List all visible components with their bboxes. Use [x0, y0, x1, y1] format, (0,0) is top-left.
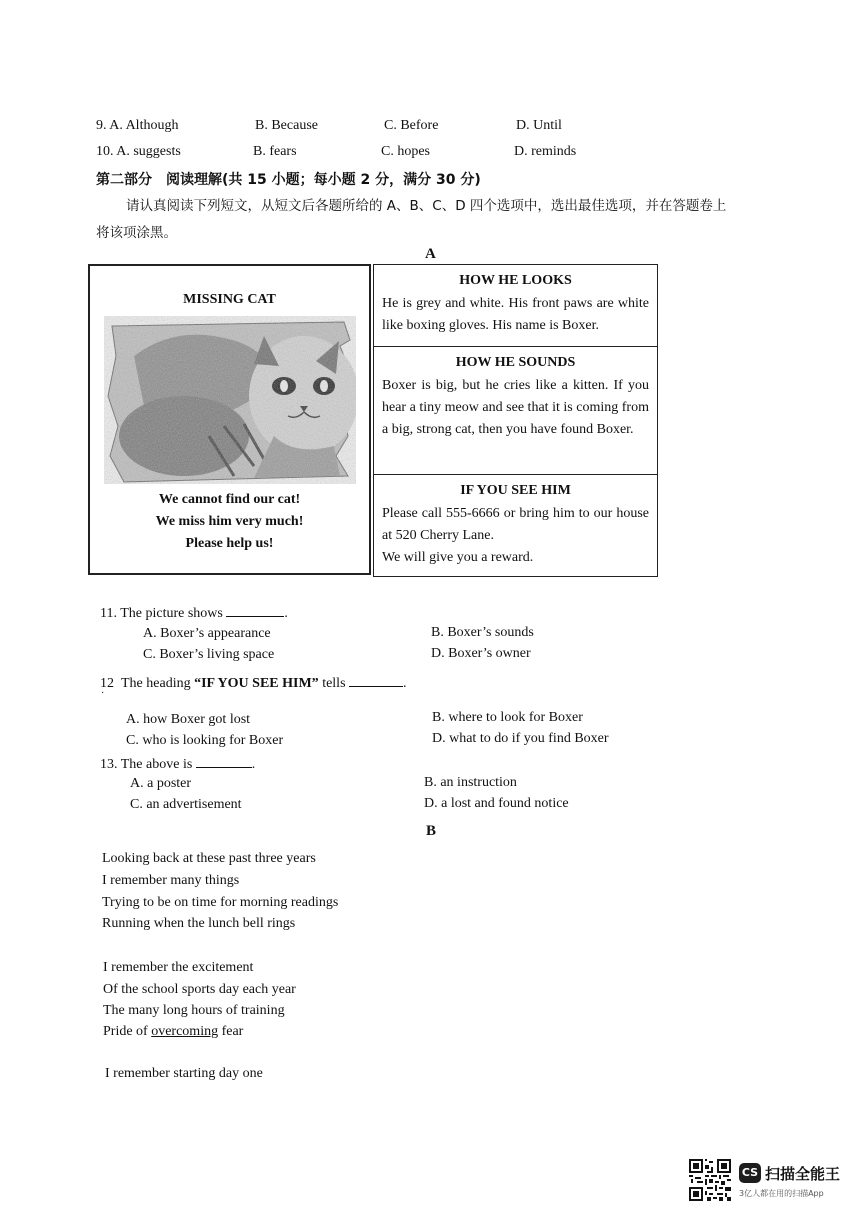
- part2-instruction-line1: 请认真阅读下列短文，从短文后各题所给的 A、B、C、D 四个选项中，选出最佳选项，并在答题卷上: [126, 198, 727, 214]
- how-he-sounds-title: HOW HE SOUNDS: [455, 355, 576, 370]
- q9-option-c: C. Before: [384, 118, 439, 133]
- q11-option-a: A. Boxer’s appearance: [143, 626, 271, 641]
- how-he-sounds-section: [374, 347, 657, 475]
- poem-line: Running when the lunch bell rings: [102, 916, 296, 931]
- missing-cat-poster: [88, 264, 658, 577]
- q12-stray-dot: ·: [101, 688, 105, 699]
- q11-option-c: C. Boxer’s living space: [143, 647, 275, 662]
- poem-line-pre: Pride of: [103, 1024, 152, 1039]
- missing-cat-title: MISSING CAT: [183, 292, 276, 307]
- q11-stem: [100, 604, 288, 622]
- q12-post: tells: [318, 676, 346, 691]
- q12-stem-end: .: [403, 676, 407, 691]
- q9-number: 9.: [96, 118, 107, 133]
- q13-stem-end: .: [251, 757, 256, 772]
- q10-option-b: B. fears: [253, 144, 297, 159]
- how-he-looks-title: HOW HE LOOKS: [459, 273, 572, 288]
- q12-stem: [100, 674, 407, 692]
- poem-line-post: fear: [218, 1024, 244, 1039]
- poem-line: Of the school sports day each year: [103, 982, 296, 997]
- camscanner-brand-name: 扫描全能王: [765, 1165, 841, 1183]
- underlined-word-overcoming: overcoming: [151, 1024, 219, 1039]
- poem-line: I remember starting day one: [105, 1066, 263, 1081]
- q9-option-d: D. Until: [516, 118, 562, 133]
- q12-quoted-heading: “IF YOU SEE HIM”: [194, 676, 319, 691]
- q13-stem: [100, 755, 255, 773]
- passage-a-label: A: [425, 246, 436, 262]
- part2-heading: 第二部分 阅读理解(共 15 小题；每小题 2 分，满分 30 分): [96, 172, 481, 188]
- how-he-looks-section: [374, 265, 657, 347]
- plea-line-3: Please help us!: [185, 536, 274, 551]
- poem-line: Looking back at these past three years: [102, 851, 316, 866]
- q12-option-d: D. what to do if you find Boxer: [432, 731, 609, 746]
- q9-number-a: [96, 118, 178, 134]
- poster-left-panel: [88, 264, 371, 575]
- q13-option-d: D. a lost and found notice: [424, 796, 569, 811]
- q10-option-d: D. reminds: [514, 144, 577, 159]
- part2-instruction-line2: 将该项涂黑。: [96, 225, 177, 241]
- q11-answer-blank: [226, 604, 284, 617]
- if-you-see-him-section: [374, 475, 657, 576]
- q10-number-a: [96, 144, 181, 160]
- camscanner-tagline: 3亿人都在用的扫描App: [739, 1189, 824, 1198]
- q13-option-c: C. an advertisement: [130, 797, 242, 812]
- plea-line-1: We cannot find our cat!: [158, 492, 301, 507]
- poster-right-panel: [373, 264, 658, 577]
- passage-b-label: B: [426, 823, 437, 839]
- q13-option-b: B. an instruction: [424, 775, 517, 790]
- reward-line: We will give you a reward.: [382, 550, 534, 565]
- q10-option-a: A. suggests: [116, 144, 181, 159]
- q11-option-d: D. Boxer’s owner: [431, 646, 531, 661]
- poem-line: I remember the excitement: [103, 960, 254, 975]
- q10-option-c: C. hopes: [381, 144, 430, 159]
- q12-option-c: C. who is looking for Boxer: [126, 733, 284, 748]
- poem-line: The many long hours of training: [103, 1003, 285, 1018]
- q11-stem-end: .: [284, 606, 288, 621]
- if-you-see-him-title: IF YOU SEE HIM: [460, 483, 571, 498]
- cat-photo: [104, 316, 356, 484]
- q9-option-a: A. Although: [109, 118, 179, 133]
- poem-line: [103, 1024, 243, 1040]
- q13-stem-text: 13. The above is: [100, 757, 193, 772]
- qr-code-icon: [689, 1159, 731, 1201]
- q12-option-a: A. how Boxer got lost: [126, 712, 251, 727]
- how-he-sounds-body: Boxer is big, but he cries like a kitten. If you hear a tiny meow and see that it is coming from a big, strong cat, then you have found Boxer.: [382, 378, 649, 437]
- q13-answer-blank: [196, 755, 252, 768]
- how-he-looks-body: He is grey and white. His front paws are white like boxing gloves. His name is Boxer.: [382, 296, 649, 333]
- if-you-see-him-body: Please call 555-6666 or bring him to our house at 520 Cherry Lane.: [382, 506, 649, 543]
- poem-line: Trying to be on time for morning readings: [102, 895, 339, 910]
- q10-number: 10.: [96, 144, 114, 159]
- q12-answer-blank: [349, 674, 403, 687]
- camscanner-logo: CS: [739, 1163, 761, 1183]
- q12-pre: The heading: [121, 676, 195, 691]
- poem-line: I remember many things: [102, 873, 240, 888]
- q11-option-b: B. Boxer’s sounds: [431, 625, 534, 640]
- plea-line-2: We miss him very much!: [155, 514, 304, 529]
- q9-option-b: B. Because: [255, 118, 318, 133]
- q11-stem-text: 11. The picture shows: [100, 606, 223, 621]
- q12-option-b: B. where to look for Boxer: [432, 710, 583, 725]
- q13-option-a: A. a poster: [130, 776, 192, 791]
- q12-number: 12: [100, 676, 114, 691]
